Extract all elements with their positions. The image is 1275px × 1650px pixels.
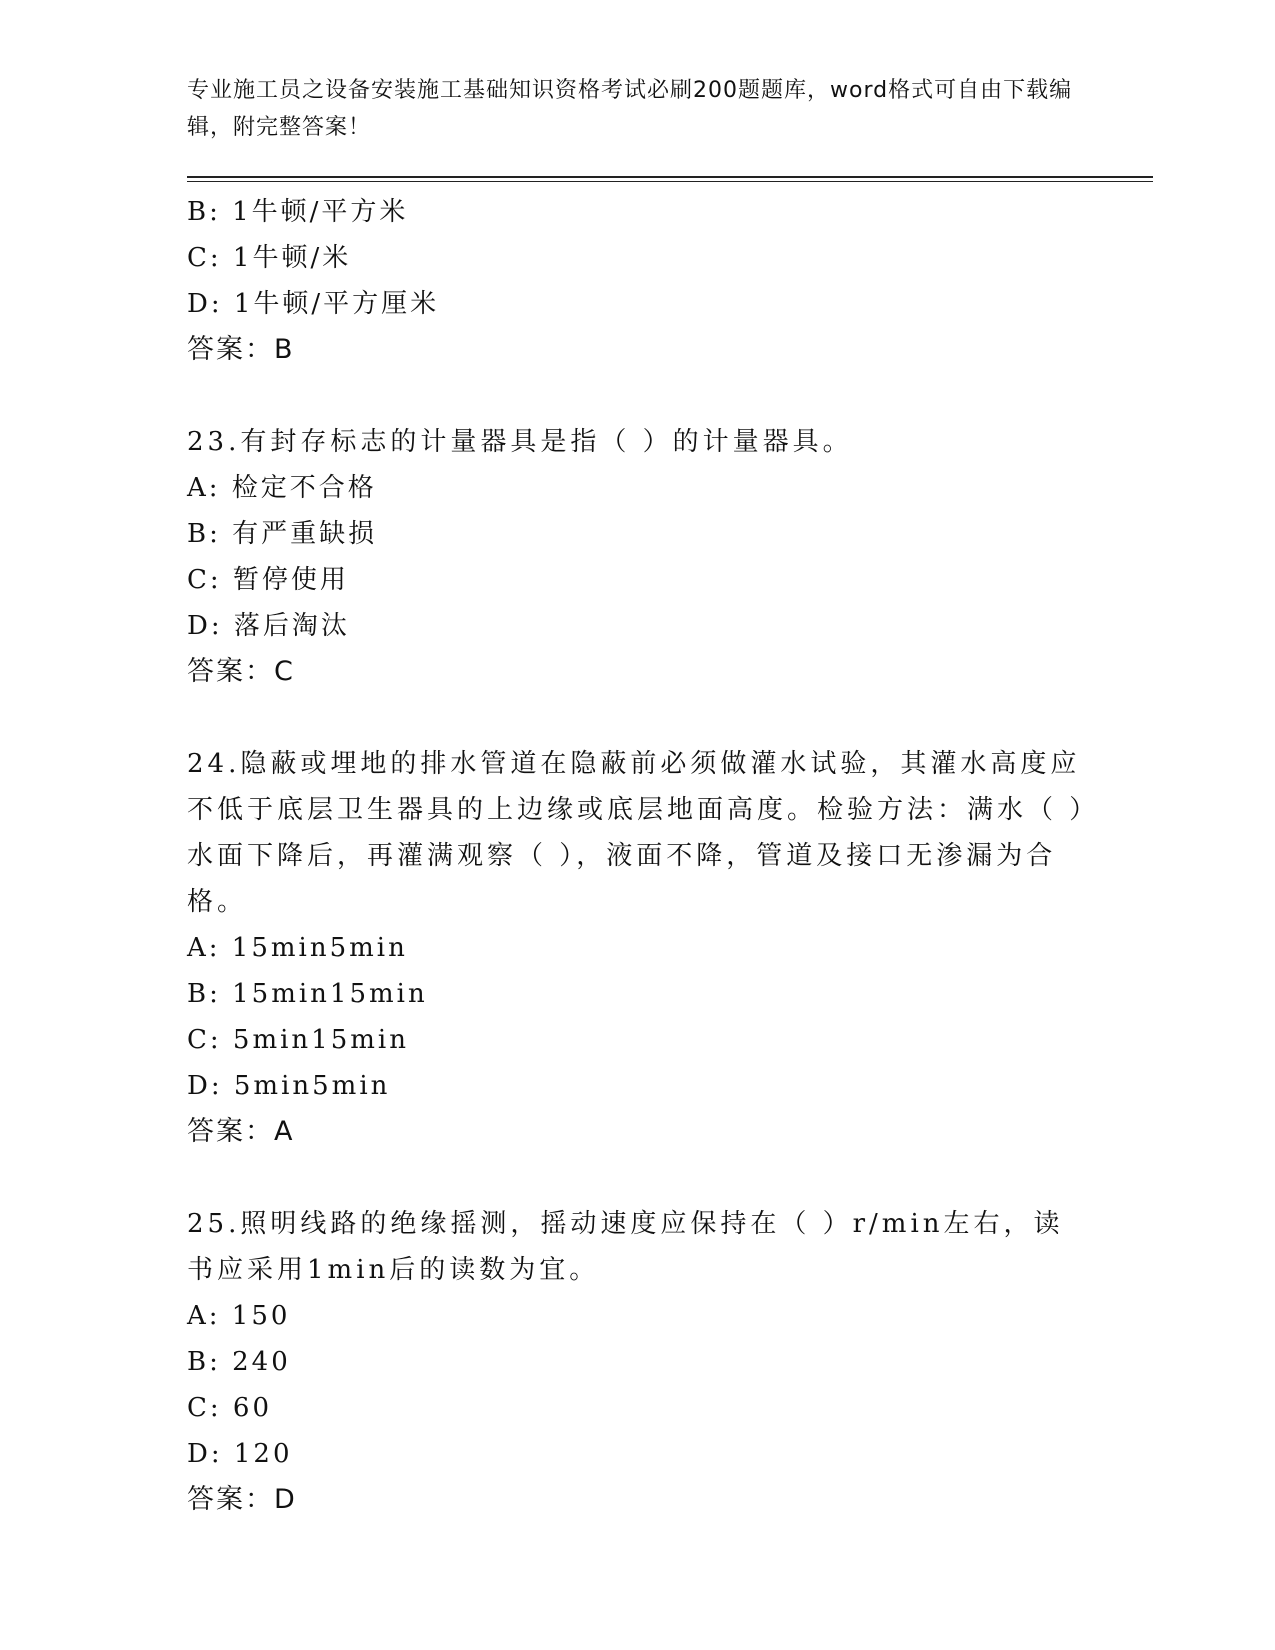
option-d: D: 1牛顿/平方厘米 xyxy=(187,289,440,319)
option-a: A: 检定不合格 xyxy=(187,473,377,503)
question-text: 24.隐蔽或埋地的排水管道在隐蔽前必须做灌水试验，其灌水高度应不低于底层卫生器具的上边缘或底层地面高度。检验方法：满水（ ）水面下降后，再灌满观察（ ），液面不降，管道及接口无渗漏为合格。 xyxy=(187,749,1087,917)
answer-line: 答案：C xyxy=(187,656,295,687)
question-22-tail xyxy=(187,189,1087,373)
question-list xyxy=(187,189,1087,1523)
option-b: B: 有严重缺损 xyxy=(187,519,378,549)
question-text: 25.照明线路的绝缘摇测，摇动速度应保持在（ ）r/min左右，读书应采用1min后的读数为宜。 xyxy=(187,1209,1064,1285)
option-d: D: 5min5min xyxy=(187,1071,391,1101)
option-b: B: 15min15min xyxy=(187,979,428,1009)
option-b: B: 1牛顿/平方米 xyxy=(187,197,409,227)
question-24 xyxy=(187,741,1087,1155)
option-a: A: 15min5min xyxy=(187,933,408,963)
header-divider-thin xyxy=(187,181,1153,182)
question-text: 23.有封存标志的计量器具是指（ ）的计量器具。 xyxy=(187,427,853,457)
answer-line: 答案：A xyxy=(187,1116,295,1147)
option-d: D: 落后淘汰 xyxy=(187,611,350,641)
document-header: 专业施工员之设备安装施工基础知识资格考试必刷200题题库，word格式可自由下载编辑，附完整答案！ xyxy=(187,78,1073,140)
option-c: C: 暂停使用 xyxy=(187,565,349,595)
answer-line: 答案：B xyxy=(187,334,295,365)
option-c: C: 5min15min xyxy=(187,1025,409,1055)
question-25 xyxy=(187,1201,1087,1523)
header-divider xyxy=(187,176,1153,178)
question-23 xyxy=(187,419,1087,695)
option-a: A: 150 xyxy=(187,1301,291,1331)
option-c: C: 60 xyxy=(187,1393,273,1423)
option-c: C: 1牛顿/米 xyxy=(187,243,352,273)
option-b: B: 240 xyxy=(187,1347,291,1377)
answer-line: 答案：D xyxy=(187,1484,297,1515)
option-d: D: 120 xyxy=(187,1439,293,1469)
